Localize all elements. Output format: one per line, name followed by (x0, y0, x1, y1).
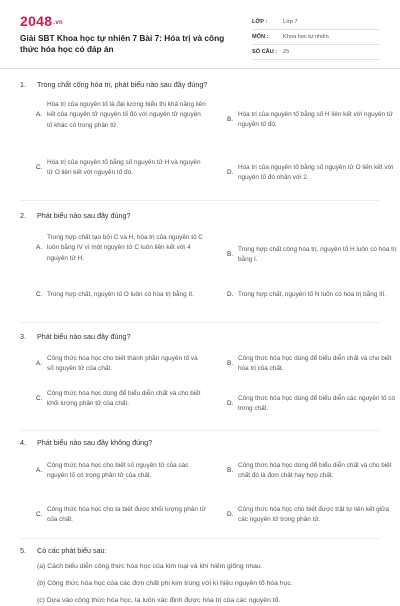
question-number: 5. (20, 546, 26, 555)
question-2 (20, 211, 397, 298)
option-c[interactable] (36, 290, 206, 300)
option-c[interactable] (36, 158, 206, 179)
option-c[interactable] (36, 505, 206, 526)
option-text: Công thức hóa học dùng để biểu diễn chất và cho biết hóa trị của chất. (238, 355, 392, 373)
option-letter: B. (227, 360, 234, 368)
question-stem (20, 211, 382, 221)
question-5 (20, 546, 382, 606)
option-text: Công thức hóa học cho ta biết được khối lượng phân tử của chất. (47, 506, 206, 524)
option-letter: C. (36, 291, 43, 298)
question-stem (20, 546, 382, 556)
question-text: Có các phát biểu sau: (37, 546, 107, 555)
option-a[interactable] (36, 354, 206, 375)
question-stem (20, 80, 382, 90)
option-text: Trong hợp chất, nguyên tố O luôn có hóa trị bằng II. (47, 291, 194, 298)
option-text: Trong hợp chất cộng hóa trị, nguyên tố H luôn có hóa trị bằng I. (238, 246, 397, 264)
option-text: Hóa trị của nguyên tố bằng số nguyên tử H và nguyên tử O liên kết với nguyên tố đó. (47, 159, 201, 177)
option-d[interactable] (227, 290, 397, 300)
statement-list (20, 562, 382, 606)
option-letter: B. (227, 251, 234, 259)
option-text: Công thức hóa học cho biết thành phần nguyên tố và số nguyên tử của chất. (47, 355, 198, 373)
meta-label: LỚP : (252, 19, 268, 25)
option-text: Công thức hóa học cho biết số nguyên tử của các nguyên tố có trong phân tử của chất. (47, 462, 189, 480)
question-text: Phát biểu nào sau đây không đúng? (37, 438, 153, 447)
meta-info (252, 15, 380, 60)
meta-row-count (252, 45, 380, 60)
option-letter: B. (227, 116, 234, 124)
option-letter: D. (227, 291, 234, 298)
question-divider (20, 200, 380, 201)
question-stem (20, 332, 382, 342)
option-text: Trong hợp chất tạo bởi C và H, hóa trị của nguyên tố C luôn bằng IV vì một nguyên tử C luôn liên kết với 4 nguyên tử H. (47, 234, 203, 262)
meta-value: Khoa học tự nhiên (283, 34, 329, 40)
statement-item: (c) Dựa vào công thức hóa học, ta luôn xác định được hóa trị của các nguyên tố. (37, 597, 281, 604)
meta-label: SỐ CÂU : (252, 49, 278, 55)
header-divider (0, 68, 400, 69)
option-letter: C. (36, 395, 43, 403)
question-number: 4. (20, 438, 26, 447)
option-c[interactable] (36, 389, 206, 410)
option-text: Hóa trị của nguyên tố bằng số H liên kết với nguyên tử nguyên tố đó. (238, 111, 393, 129)
statement-item: (a) Cách biểu diễn công thức hóa học của kim loại và khí hiếm giống nhau. (37, 563, 263, 570)
question-text: Phát biểu nào sau đây đúng? (37, 332, 131, 341)
option-text: Hóa trị của nguyên tố bằng số nguyên tử O liên kết với nguyên tố đó nhân với 2. (238, 164, 394, 182)
option-a[interactable] (36, 461, 206, 482)
statement-item: (b) Công thức hóa học của các đơn chất phi kim trùng với kí hiệu nguyên tố hóa học. (37, 580, 293, 587)
question-divider (20, 322, 380, 323)
page-title: Giải SBT Khoa học tự nhiên 7 Bài 7: Hóa trị và công thức hóa học có đáp án (20, 33, 225, 54)
meta-value: 25 (283, 49, 290, 55)
question-divider (20, 430, 380, 431)
meta-row-class (252, 15, 380, 30)
meta-row-subject (252, 30, 380, 45)
logo-text: 2048 (20, 13, 53, 29)
option-text: Công thức hóa học cho biết được trật tự liên kết giữa các nguyên tử trong phân tử. (238, 506, 389, 524)
logo-suffix: .vn (53, 20, 63, 26)
option-letter: D. (227, 511, 234, 519)
option-letter: A. (36, 467, 43, 475)
question-4 (20, 438, 392, 524)
option-letter: A. (36, 244, 43, 252)
question-stem (20, 438, 382, 448)
option-b[interactable] (227, 354, 397, 375)
option-b[interactable] (227, 245, 397, 266)
question-number: 2. (20, 211, 26, 220)
option-d[interactable] (227, 163, 397, 184)
question-text: Phát biểu nào sau đây đúng? (37, 211, 131, 220)
meta-label: MÔN : (252, 34, 269, 40)
option-letter: A. (36, 111, 43, 119)
option-d[interactable] (227, 394, 397, 415)
option-letter: B. (227, 467, 234, 475)
option-text: Hóa trị của nguyên tố là đại lượng biểu thị khả năng liên kết của nguyên tử nguyên tố đó với nguyên tử nguyên tố khác có trong phân tử. (47, 101, 206, 129)
option-letter: A. (36, 360, 43, 368)
question-text: Trong chất cộng hóa trị, phát biểu nào sau đây đúng? (37, 80, 208, 89)
option-letter: C. (36, 164, 43, 172)
meta-value: Lớp 7 (283, 19, 298, 25)
question-3 (20, 332, 396, 413)
option-b[interactable] (227, 110, 397, 131)
option-text: Công thức hóa học dùng để biểu diễn các nguyên tố có trong chất. (238, 395, 396, 413)
question-1 (20, 80, 394, 182)
option-a[interactable] (36, 233, 206, 264)
site-logo[interactable] (20, 13, 63, 29)
option-letter: C. (36, 511, 43, 519)
option-a[interactable] (36, 100, 206, 131)
option-d[interactable] (227, 505, 397, 526)
question-number: 3. (20, 332, 26, 341)
option-text: Công thức hóa học dùng để biểu diễn chất và cho biết khối lượng phân tử của chất. (47, 390, 201, 408)
option-b[interactable] (227, 461, 397, 482)
page-header (0, 0, 400, 68)
option-text: Trong hợp chất, nguyên tố N luôn có hóa trị bằng III. (238, 291, 387, 298)
option-text: Công thức hóa học dùng để biểu diễn chất và cho biết chất đó là đơn chất hay hợp chất. (238, 462, 392, 480)
question-divider (20, 538, 380, 539)
option-letter: D. (227, 400, 234, 408)
question-number: 1. (20, 80, 26, 89)
option-letter: D. (227, 169, 234, 177)
